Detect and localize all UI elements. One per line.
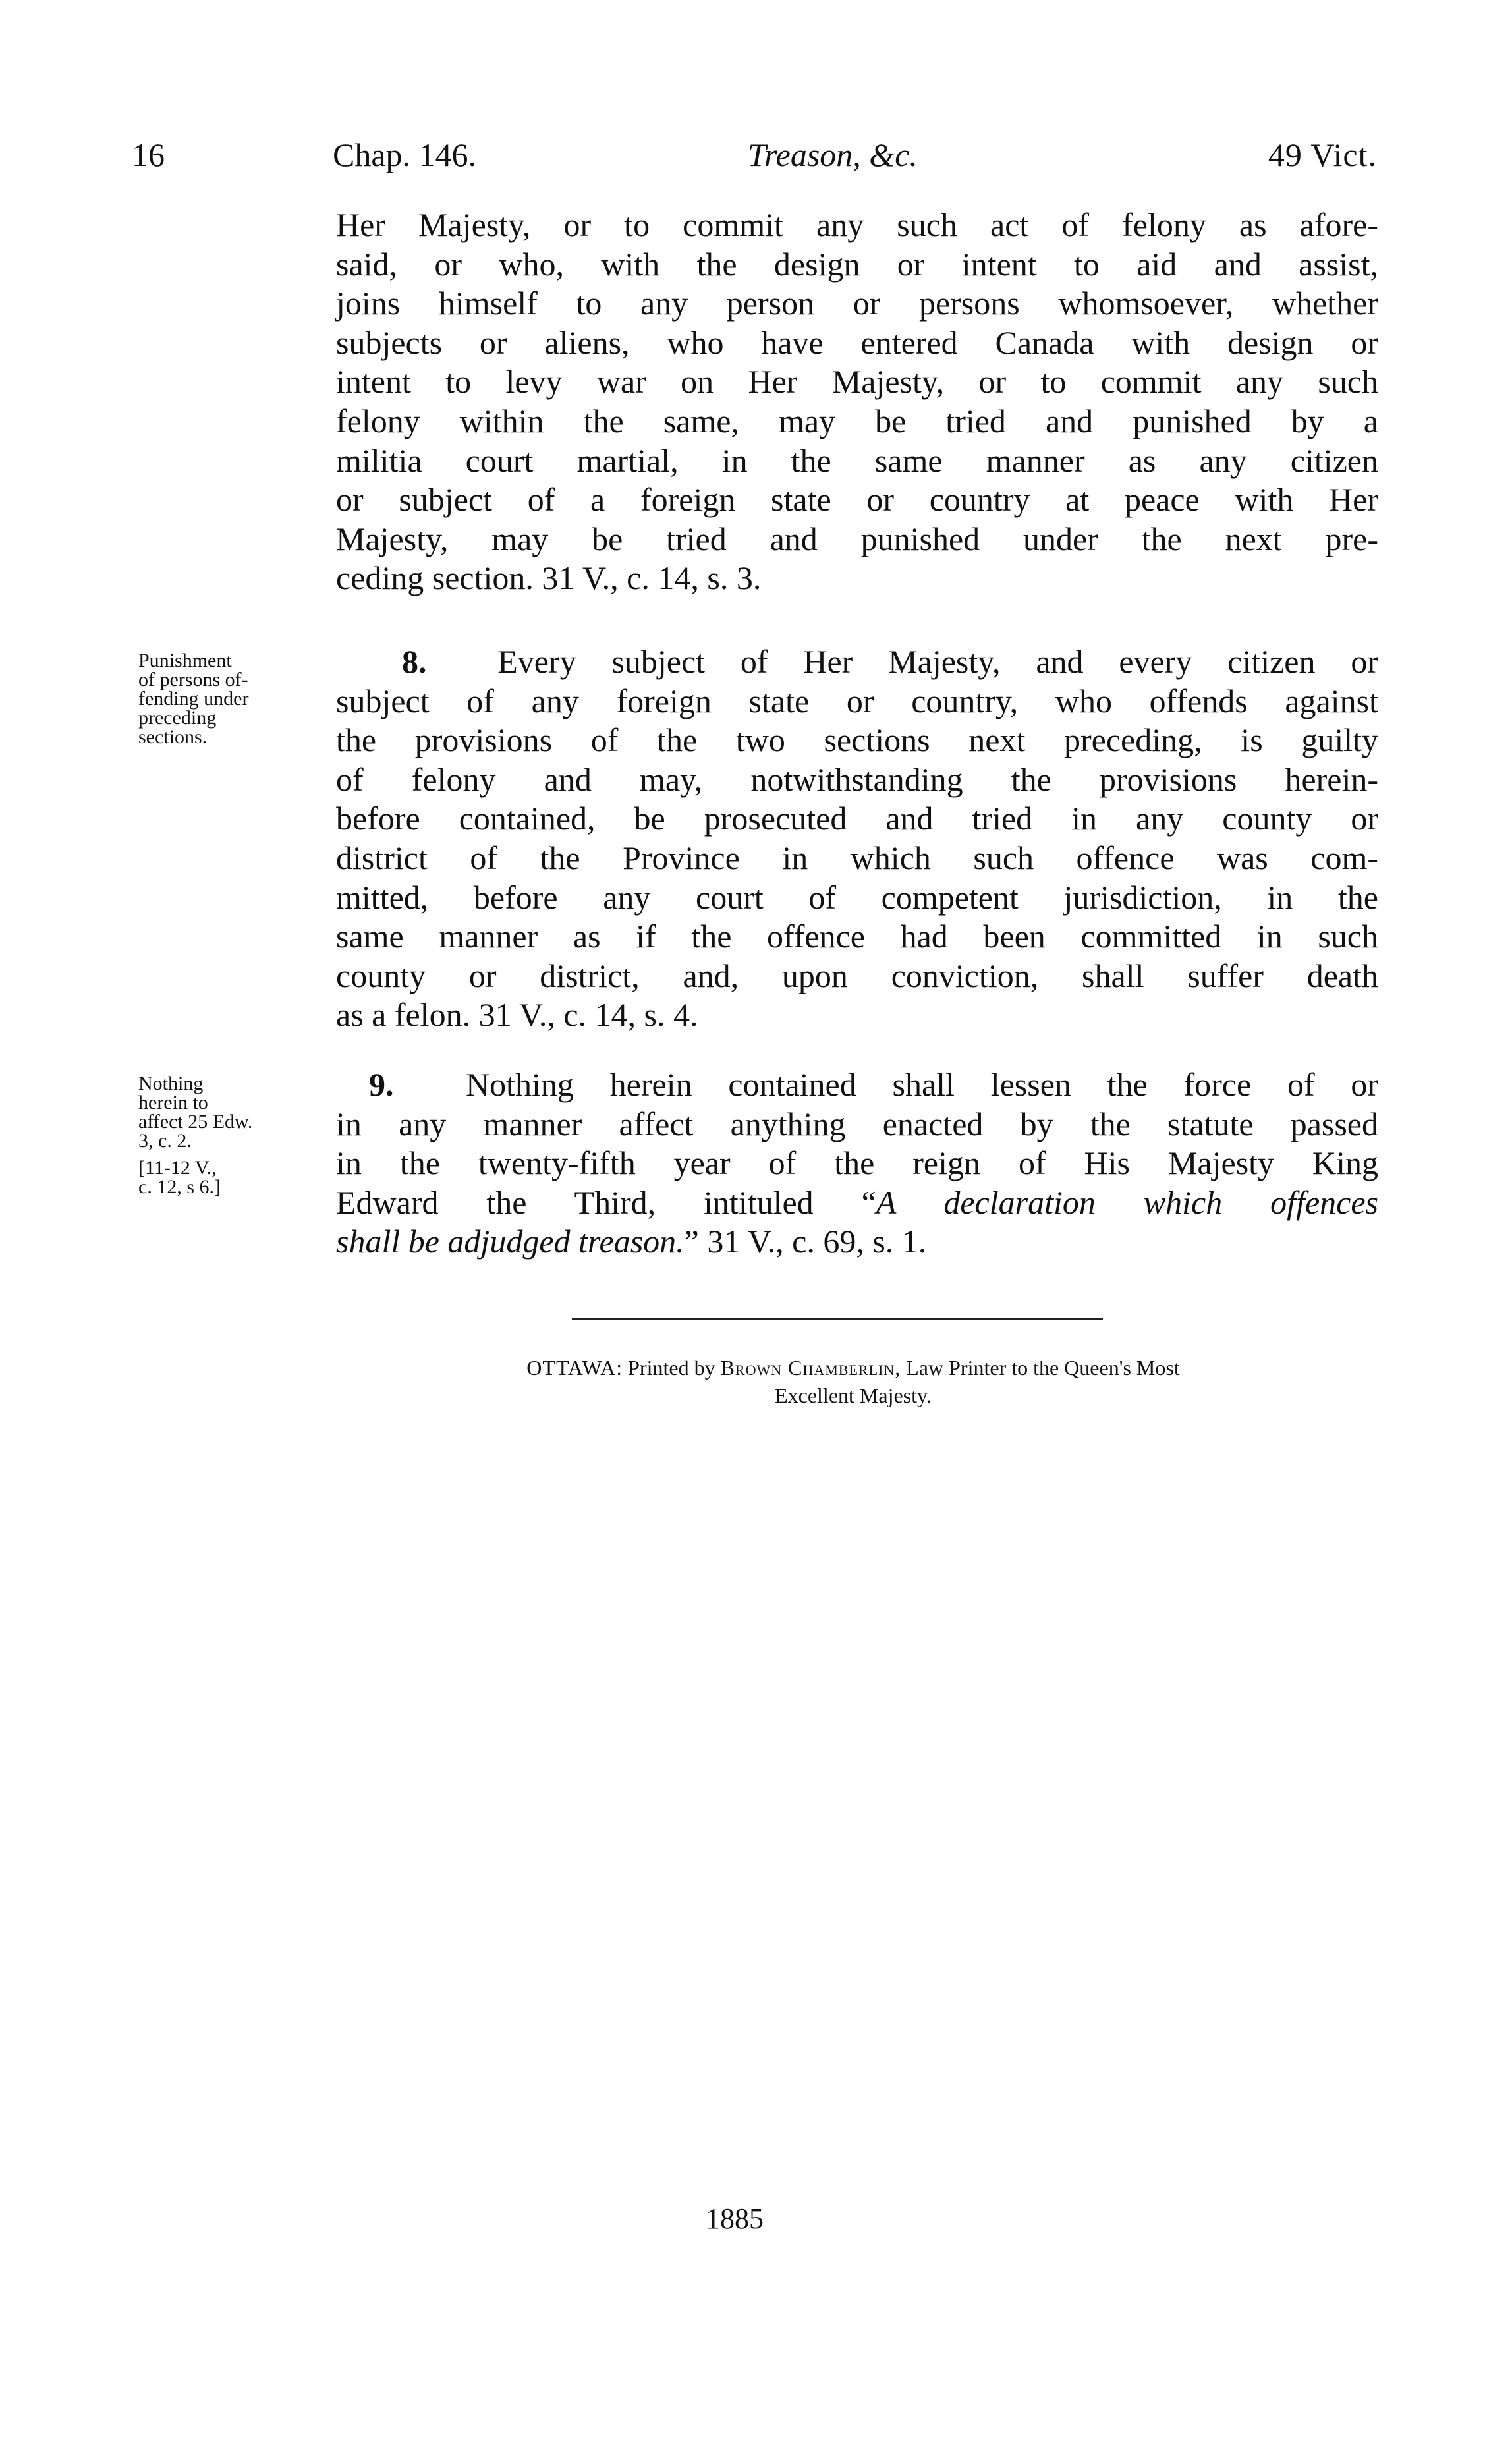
margin-note-line: Punishment [138, 650, 232, 671]
section-8 [336, 642, 1378, 1035]
section-9-first-line [336, 1065, 1378, 1105]
margin-note-line: sections. [138, 726, 208, 748]
text-line: same manner as if the offence had been committed in such [336, 918, 1378, 955]
text-line: intent to levy war on Her Majesty, or to commit any such [336, 363, 1378, 401]
margin-note-line: Nothing [138, 1073, 204, 1094]
text-line: Majesty, may be tried and punished under the next pre- [336, 520, 1378, 557]
section-8-first-line [336, 642, 1378, 682]
text-line: militia court martial, in the same manner as any citizen [336, 441, 1378, 479]
margin-note-line: 3, c. 2. [138, 1130, 192, 1152]
section-7-continuation [336, 206, 1378, 598]
text-line: ceding section. 31 V., c. 14, s. 3. [336, 559, 762, 597]
running-title: Treason, &c. [748, 136, 918, 173]
imprint-printer: Brown Chamberlin, [720, 1356, 901, 1380]
margin-note-line: of persons of- [138, 669, 248, 690]
margin-note-line: affect 25 Edw. [138, 1111, 253, 1133]
text-line: district of the Province in which such offence was com- [336, 839, 1378, 876]
section-number: 8. [402, 643, 427, 680]
text-line: as a felon. 31 V., c. 14, s. 4. [336, 996, 698, 1034]
text-line: subject of any foreign state or country, who offends against [336, 682, 1378, 719]
text-line: said, or who, with the design or intent to aid and assist, [336, 245, 1378, 283]
printer-imprint [362, 1354, 1344, 1409]
margin-note-section-8 [138, 651, 336, 746]
text-line: in the twenty-fifth year of the reign of His Majesty King [336, 1144, 1378, 1182]
section-number: 9. [369, 1066, 394, 1103]
text-line-with-title [336, 1222, 1378, 1262]
margin-citation-line: c. 12, s 6.] [138, 1176, 221, 1198]
section-9 [336, 1065, 1378, 1262]
text-line: county or district, and, upon conviction, shall suffer death [336, 957, 1378, 994]
regnal-year: 49 Vict. [1268, 136, 1377, 173]
imprint-line-1 [362, 1354, 1344, 1382]
text-line: in any manner affect anything enacted by the statute passed [336, 1105, 1378, 1142]
text-line: of felony and may, notwithstanding the provisions herein- [336, 760, 1378, 798]
chapter-label: Chap. 146. [333, 136, 477, 173]
act-title-italic: A declaration which offences [876, 1183, 1378, 1221]
imprint-place: OTTAWA: [526, 1356, 623, 1380]
imprint-role: Law Printer to the Queen's Most [906, 1356, 1180, 1380]
margin-note-section-9 [138, 1074, 336, 1196]
text-line: before contained, be prosecuted and tried in any county or [336, 800, 1378, 837]
text-line: Her Majesty, or to commit any such act of felony as afore- [336, 206, 1378, 243]
running-header [132, 132, 1377, 178]
text-line: subjects or aliens, who have entered Canada with design or [336, 323, 1378, 361]
margin-note-line: herein to [138, 1092, 208, 1113]
page-number: 16 [132, 136, 165, 173]
text-line: the provisions of the two sections next preceding, is guilty [336, 721, 1378, 759]
text-line: Every subject of Her Majesty, and every citizen or [497, 643, 1378, 680]
text-line-with-title [336, 1183, 1378, 1223]
act-title-italic: shall be adjudged treason. [336, 1223, 685, 1260]
horizontal-rule [572, 1318, 1103, 1320]
margin-citation-line: [11-12 V., [138, 1157, 217, 1179]
imprint-printed-by: Printed by [628, 1356, 715, 1380]
margin-note-line: preceding [138, 707, 217, 729]
text-span: ” 31 V., c. 69, s. 1. [684, 1223, 927, 1260]
imprint-line-2: Excellent Majesty. [775, 1384, 932, 1407]
text-span: Edward the Third, intituled “ [336, 1183, 876, 1221]
text-line: mitted, before any court of competent jurisdiction, in the [336, 878, 1378, 916]
text-line: joins himself to any person or persons whomsoever, whether [336, 285, 1378, 322]
text-line: Nothing herein contained shall lessen the force of or [466, 1066, 1379, 1103]
text-line: or subject of a foreign state or country at peace with Her [336, 481, 1378, 519]
margin-note-line: fending under [138, 688, 249, 710]
folio-year: 1885 [706, 2203, 764, 2235]
text-line: felony within the same, may be tried and punished by a [336, 402, 1378, 439]
